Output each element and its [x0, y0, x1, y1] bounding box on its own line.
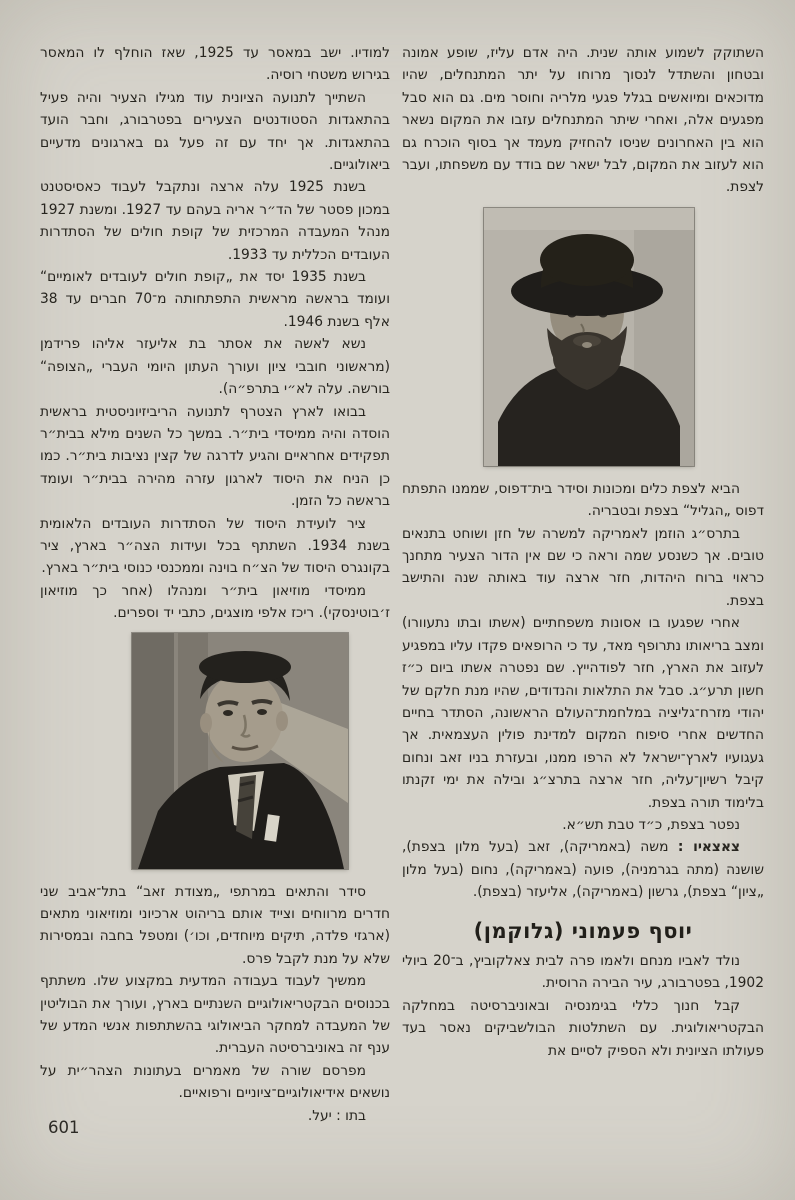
paragraph: בשנת 1925 עלה ארצה ונתקבל לעבוד כאסיסטנט במכון פסטר של הד״ר אריה בעהם עד 1927. ומשנת 1927 מנהל המעבדה המרכזית של קופת חולים של הסתדרות העובדים הכללית עד 1933.	[40, 179, 390, 263]
paragraph-continuation: השתוקק לשמוע אותה שנית. היה אדם עליז, שופע אמונה ובטחון והשתדל לנסוך מרוחו על יתר המתנחלים, שהיו מדוכאים ומיואשים בגלל פגעי מלריה וחוסר מים. גם הוא סבל מפגעים אלה, ואחרי שיתר המתנחלים עזבו את המקום נשאר הוא בין האחרונים שניסו להחזיק מעמד אך בסוף הוכרח גם הוא לעזוב את המקום, לבל ישאר שם בודד עם משפחתו, ועבר לצפת.	[402, 45, 764, 196]
paragraph: סידר והתאים במרתפי „מצודת זאב“ בתל־אביב שני חדרים מרווחים וצייד אותם בריהוט ארכיוני ומוזיאוני מתאים (ארגזי פלדה, תיקים מיוחדים, וכו׳) ומטפל בחבה ובמסירות שלא על מנת לקבל פרס.	[40, 883, 390, 967]
photo-man-in-suit	[132, 633, 348, 869]
paragraph-continuation: למודיו. ישב במאסר עד 1925, שאז הוחלף לו המאסר בגירוש משטחי רוסיה.	[40, 45, 391, 84]
paragraph: ציר לועידת היסוד של הסתדרות העובדים הלאומית בשנת 1934. השתתף בכל ועידות הצה״ר בארץ, ציר בקונגרס היסוד של הצ״ח בוינה וממכנסי כנוסי בית״ר בארץ.	[40, 515, 390, 577]
column-left	[40, 42, 390, 1127]
paragraph-daughter: בתו : יעל.	[307, 1107, 366, 1124]
paragraph: בתרס״ג הוזמן לאמריקה למשרה של חזן ושוחט בתנאים טובים. אך כשנסע שמה וראה כי שם אין הדור הצעיר מתחנך כראוי ברוח היהדות, חזר ארצה עוד באותה שנה והתישב בצפת.	[402, 525, 764, 609]
paragraph: השתייך לתנועה הציונית עוד מגילו הצעיר והיה פעיל בהתאגדות הסטודנטים הצעירים בפטרבורג, וחבר הועד בהתאגדות. אך יחד עם זה פעל גם בארגונים מדעיים ביאולוגיים.	[40, 89, 390, 174]
photo-bearded-man-with-hat	[484, 208, 694, 466]
page-number: 601	[48, 1118, 80, 1137]
entry-heading: יוסף פעמוני (גלוקמן)	[473, 918, 693, 943]
paragraph: מפרסם שורה של מאמרים בעתונות הצהר״ית על נושאים אידיאולוגיים־ציוניים ורפואיים.	[40, 1062, 390, 1102]
paragraph-death-date: נפטר בצפת, כ״ד טבת תש״א.	[562, 816, 740, 833]
paragraph-descendants	[402, 836, 764, 903]
paragraph: ממיסדי מוזיאון בית״ר ומנהלו (אחר כך מוזיאון ז׳בוטינסקי). ריכז אלפי מוצגים, כתבי יד וספרים.	[40, 582, 390, 622]
column-right	[402, 42, 764, 1062]
paragraph: אחרי שפגעו בו אסונות משפחתיים (אשתו ובתו נתעוורו) ומצב בריאותו נתרופף מאד, עד כי הרופאים פקדו עליו במפגיע לעזוב את הארץ, חזר לפודהייץ. שם נפטרה אשתו ביום כ״ז חשון תרע״ג. סבל את התלאות והנדודים, שהיו מנת חלקם של יהודי מזרח־גליציה במלחמת־העולם הראשונה, הסתדר בחיים החדשים אחרי סיפוח המקום למדינת פולין העצמאית. אך געגועיו לארץ־ישראל לא הרפו ממנו, ובעזרת בניו זאב ונחום קיבל רשיון־עליה, חזר ארצה בתרצ״ג ובילה את ימי זקנתו בלימוד תורה בצפת.	[402, 615, 764, 811]
descendants-label: צאצאיו :	[677, 839, 740, 856]
paragraph-marriage: נשא לאשה את אסתר בת אליעזר אליהו פרידמן (מראשוני חובבי ציון ועורך העתון היומי העברי „הצופה“ בורשה. עלה לא״י בתרפ״ה).	[40, 336, 390, 398]
portrait-bearded-man-with-hat-illustration	[484, 208, 694, 466]
paragraph: בשנת 1935 יסד את „קופת חולים לעובדים לאומיים“ ועומד בראשה מראשית התפתחותה מ־70 חברים עד 38 אלף בשנת 1946.	[40, 269, 391, 330]
paragraph: בבואו לארץ הצטרף לתנועה הריביזיוניסטית בראשית הוסדה והיה ממיסדי בית״ר. במשך כל השנים מילא בבית״ר תפקידים אחראיים והגיע לדרגה של קצין נציבות בית״ר. כמו כן הניח את היסוד לארגון עזרה מהירה בבית״ר ועומד בראשה כל הזמן.	[40, 403, 390, 510]
paragraph: קבל חנוך כללי בגימנסיה ובאוניברסיטה במחלקה הבקטריאולוגית. עם השתלטות הבולשביקים נאסר בעד פעולתו הציונית ולא הספיק לסיים את	[402, 997, 764, 1059]
paragraph-birth: נולד לאביו מנחם ולאמו פרה לבית צאלקוביץ, ב־20 ביולי 1902, בפטרבורג, עיר הבירה הרוסית.	[402, 952, 764, 992]
portrait-man-in-suit-illustration	[132, 633, 348, 869]
paragraph: ממשיך לעבוד בעבודה המדעית במקצוע שלו. משתתף בכנוסים הבקטריאולוגיים השנתיים בארץ, ועורך את הבוליטין של המעבדה למחקר הביאולוגי בהשתתפות אנשי המדע של ענף זה באוניברסיטה העברית.	[40, 973, 390, 1057]
descendants-list: משה (באמריקה), זאב (בעל מלון בצפת), שושנה (מתה בגרמניה), פועה (באמריקה), נחום (בעל מלון „ציון“ בצפת), גרשון (באמריקה), אליעזר (בצפת).	[402, 839, 764, 901]
paragraph: הביא לצפת כלים ומכונות וסידר בית־דפוס, שממנו התפתח דפוס „הגליל“ בצפת ובטבריה.	[402, 480, 764, 520]
